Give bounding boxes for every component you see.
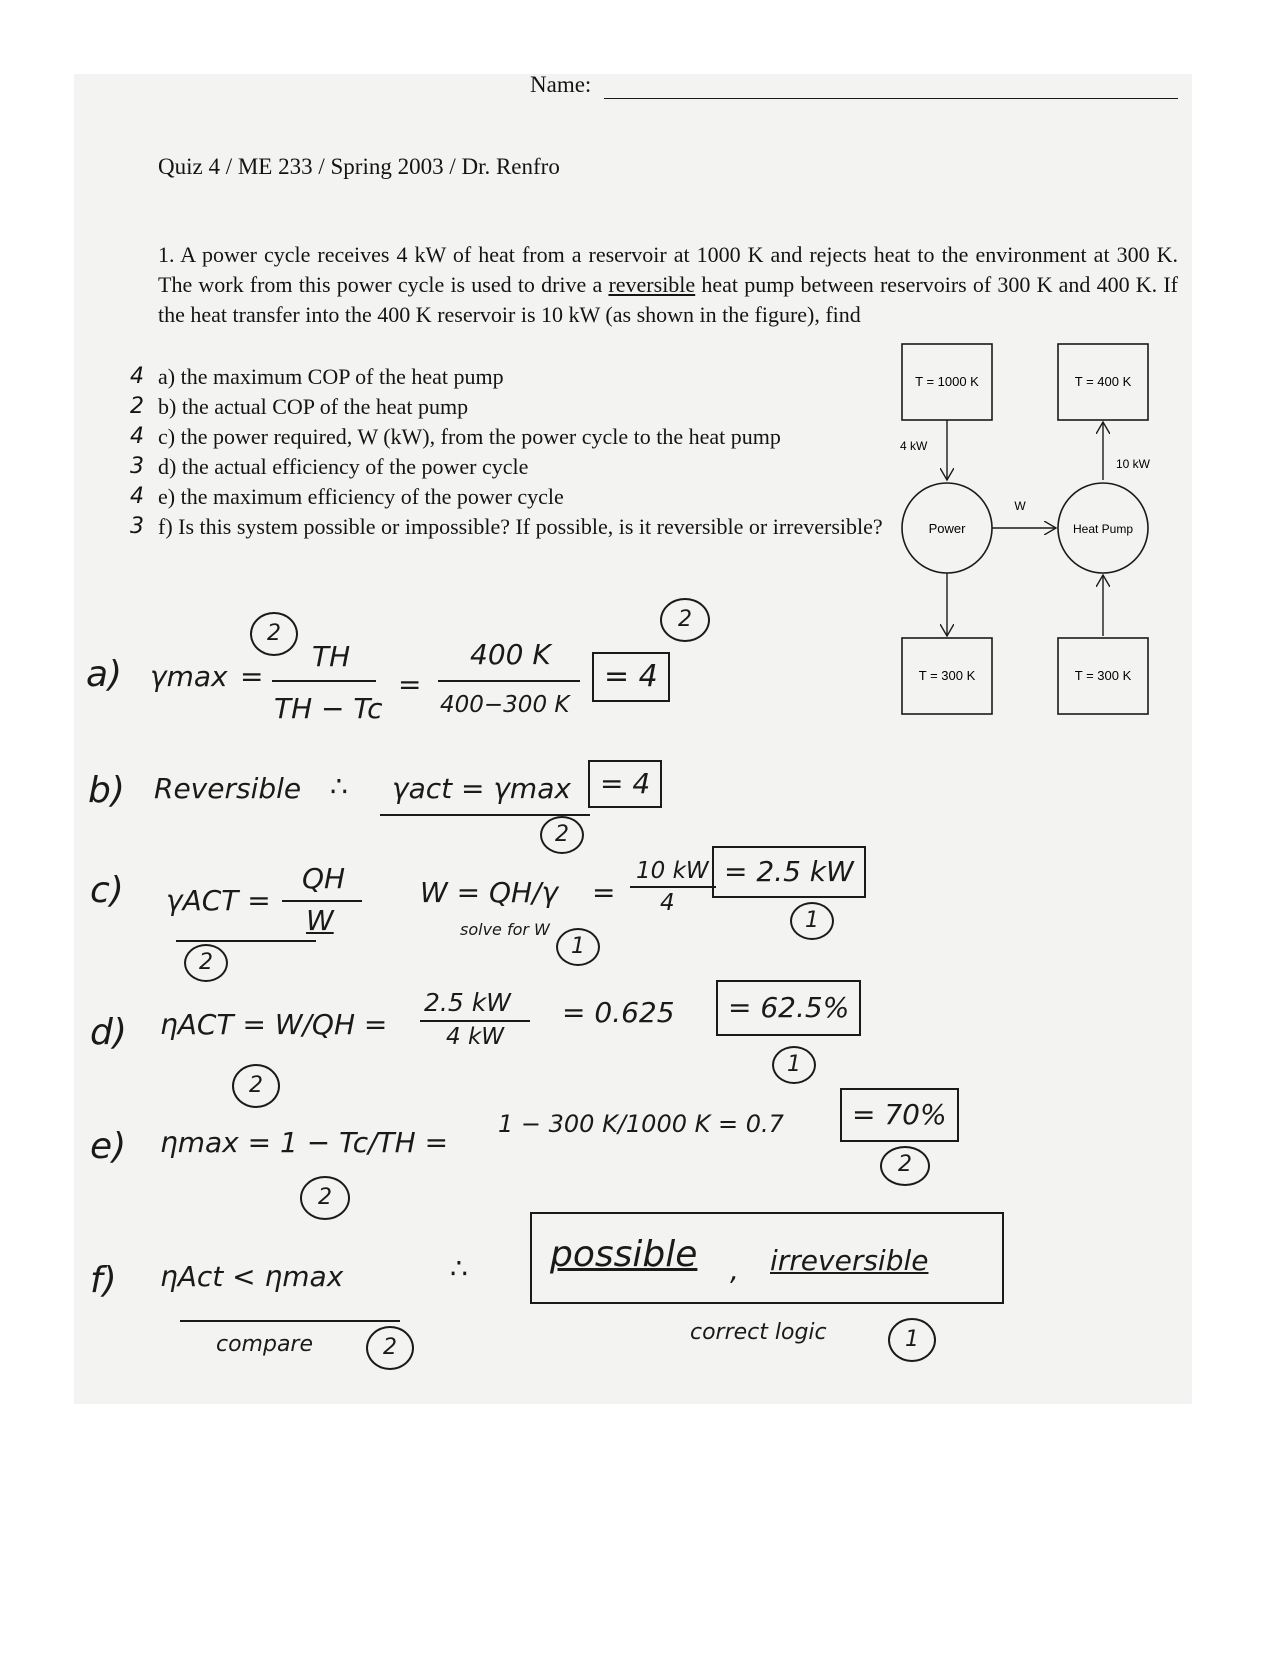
part-b-text: b) the actual COP of the heat pump bbox=[158, 394, 469, 419]
sol-c-num: QH bbox=[302, 862, 346, 895]
quiz-title: Quiz 4 / ME 233 / Spring 2003 / Dr. Renfro bbox=[158, 154, 560, 179]
sol-b-eq: γact = γmax bbox=[392, 772, 571, 805]
problem-parts bbox=[130, 362, 898, 542]
sol-e-mid: 1 − 300 K/1000 K = 0.7 bbox=[498, 1110, 784, 1138]
sol-d-lhs: ηACT = W/QH = bbox=[160, 1008, 388, 1041]
part-b bbox=[130, 392, 898, 422]
name-blank-line bbox=[604, 98, 1178, 99]
sol-e-score-2: 2 bbox=[880, 1146, 930, 1186]
sol-f-answer-1: possible bbox=[550, 1234, 698, 1275]
sol-b-therefore: ∴ bbox=[330, 770, 348, 803]
sol-a-num: TH bbox=[312, 640, 351, 673]
part-c bbox=[130, 422, 818, 452]
cycle-diagram bbox=[896, 340, 1196, 740]
part-e-points: 4 bbox=[130, 484, 144, 509]
sol-c-den: W bbox=[306, 904, 334, 937]
sol-f-compare: compare bbox=[216, 1332, 314, 1357]
sol-c-frac2 bbox=[630, 886, 716, 888]
q-in-label: 4 kW bbox=[900, 439, 928, 453]
sol-a-eq2: = bbox=[398, 668, 422, 701]
part-e bbox=[130, 482, 898, 512]
sol-f-underline bbox=[180, 1320, 400, 1322]
sol-c-frac bbox=[282, 900, 362, 902]
sol-e-label: e) bbox=[90, 1126, 127, 1167]
sol-d-answer: = 62.5% bbox=[716, 980, 861, 1036]
sol-c-label: c) bbox=[90, 870, 124, 911]
sol-c-solve: solve for W bbox=[460, 920, 550, 939]
sol-d-frac bbox=[420, 1020, 530, 1022]
sol-d-mid: = 0.625 bbox=[562, 996, 675, 1029]
sol-e-answer: = 70% bbox=[840, 1088, 959, 1142]
sol-a-frac bbox=[272, 680, 376, 682]
sol-f-logic: correct logic bbox=[690, 1320, 827, 1345]
problem-statement bbox=[158, 240, 1178, 330]
part-a bbox=[130, 362, 898, 392]
sol-f-answer-2: irreversible bbox=[770, 1244, 929, 1277]
sol-a-den-val: 400−300 K bbox=[440, 692, 570, 718]
sol-e-score-1: 2 bbox=[300, 1176, 350, 1220]
sol-b-answer: = 4 bbox=[588, 760, 662, 808]
sol-d-score-2: 1 bbox=[772, 1046, 816, 1084]
part-d-points: 3 bbox=[130, 454, 144, 479]
sol-e-lhs: ηmax = 1 − Tc/TH = bbox=[160, 1126, 449, 1159]
sol-b-score: 2 bbox=[540, 816, 584, 854]
sol-c-score-2: 1 bbox=[556, 928, 600, 966]
part-f-points: 3 bbox=[130, 514, 144, 539]
sol-f-label: f) bbox=[90, 1260, 117, 1301]
power-cycle-label: Power bbox=[928, 521, 966, 536]
name-label: Name: bbox=[530, 72, 592, 97]
q-out-label: 10 kW bbox=[1116, 457, 1151, 471]
sol-f-therefore: ∴ bbox=[450, 1252, 468, 1285]
sol-b-text: Reversible bbox=[154, 772, 302, 805]
sol-c-num-val: 10 kW bbox=[636, 858, 709, 884]
sol-f-score-1: 2 bbox=[366, 1326, 414, 1370]
hot-reservoir-label: T = 1000 K bbox=[915, 374, 979, 389]
sol-f-sep: , bbox=[730, 1254, 739, 1287]
part-e-text: e) the maximum efficiency of the power cycle bbox=[158, 484, 564, 509]
sink-400k-label: T = 400 K bbox=[1074, 374, 1132, 389]
cold-left-label: T = 300 K bbox=[918, 668, 976, 683]
sol-c-score-3: 1 bbox=[790, 902, 834, 940]
part-f bbox=[130, 512, 898, 542]
part-c-text: c) the power required, W (kW), from the power cycle to the heat pump bbox=[158, 424, 781, 449]
heat-pump-label: Heat Pump bbox=[1072, 522, 1134, 536]
sol-a-eq1: = bbox=[240, 660, 264, 693]
sol-f-lhs: ηAct < ηmax bbox=[160, 1260, 344, 1293]
part-d-text: d) the actual efficiency of the power cycle bbox=[158, 454, 529, 479]
sol-d-label: d) bbox=[90, 1012, 127, 1053]
sol-a-den: TH − Tc bbox=[274, 692, 383, 725]
sol-c-score-1: 2 bbox=[184, 944, 228, 982]
sol-f-score-2: 1 bbox=[888, 1318, 936, 1362]
part-c-points: 4 bbox=[130, 424, 144, 449]
sol-a-score-1: 2 bbox=[250, 612, 298, 656]
sol-a-score-2: 2 bbox=[660, 598, 710, 642]
problem-text-a: 1. A power cycle receives 4 kW of heat from a reservoir at 1000 K and rejects heat to the environment at 300 K. The work from this power cycle is used to drive a bbox=[158, 242, 1178, 297]
sol-d-score-1: 2 bbox=[232, 1064, 280, 1108]
part-a-points: 4 bbox=[130, 364, 144, 389]
problem-text-b: heat pump between reservoirs of 300 K and 400 K. If the heat transfer into the 400 K reservoir is 10 kW (as shown in the figure), find bbox=[158, 272, 1179, 327]
sol-c-eq2: = bbox=[592, 876, 616, 909]
sol-c-underline bbox=[176, 940, 316, 942]
part-b-points: 2 bbox=[130, 394, 144, 419]
sol-c-w-eq: W = QH/γ bbox=[420, 876, 559, 909]
sol-b-label: b) bbox=[88, 770, 125, 811]
sol-d-num-val: 2.5 kW bbox=[424, 988, 511, 1017]
sol-c-den-val: 4 bbox=[660, 890, 675, 916]
problem-text-reversible: reversible bbox=[608, 272, 696, 297]
sol-a-frac2 bbox=[438, 680, 580, 682]
part-a-text: a) the maximum COP of the heat pump bbox=[158, 364, 504, 389]
sol-a-num-val: 400 K bbox=[470, 638, 551, 671]
sol-c-lhs: γACT = bbox=[166, 884, 271, 917]
sol-a-answer: = 4 bbox=[592, 652, 670, 702]
sol-a-label: a) bbox=[86, 654, 123, 695]
sol-d-den-val: 4 kW bbox=[446, 1024, 505, 1050]
cold-right-label: T = 300 K bbox=[1074, 668, 1132, 683]
sol-a-symbol: γmax bbox=[150, 660, 228, 693]
work-label: W bbox=[1014, 499, 1026, 513]
sol-c-answer: = 2.5 kW bbox=[712, 846, 866, 898]
part-f-text: f) Is this system possible or impossible? If possible, is it reversible or irreversible? bbox=[158, 514, 883, 539]
part-d bbox=[130, 452, 898, 482]
